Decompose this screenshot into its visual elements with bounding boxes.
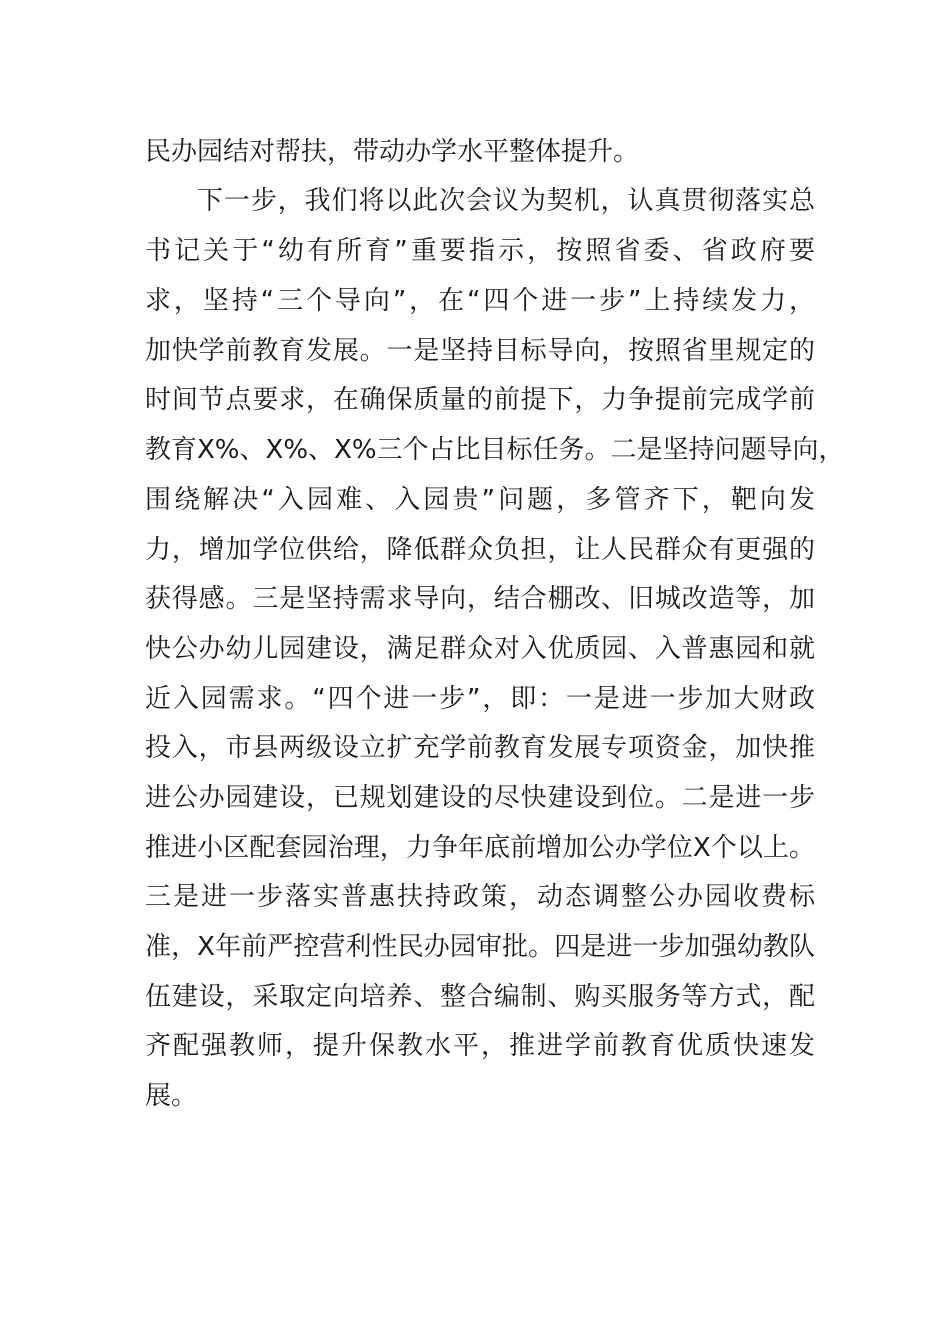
text-line: 快公办幼儿园建设，满足群众对入优质园、入普惠园和就: [145, 634, 815, 664]
text-line: 时间节点要求，在确保质量的前提下，力争提前完成学前: [145, 385, 815, 415]
text-line: 求，坚持“三个导向”，在“四个进一步”上持续发力，: [145, 286, 815, 316]
text-line: 获得感。三是坚持需求导向，结合棚改、旧城改造等，加: [145, 584, 815, 614]
text-line: 展。: [145, 1081, 198, 1111]
text-line: 加快学前教育发展。一是坚持目标导向，按照省里规定的: [145, 336, 815, 366]
text-line: 教育X%、X%、X%三个占比目标任务。二是坚持问题导向，: [145, 435, 845, 465]
text-line: 推进小区配套园治理，力争年底前增加公办学位X个以上。: [145, 833, 815, 863]
text-line: 齐配强教师，提升保教水平，推进学前教育优质快速发: [145, 1031, 815, 1061]
paragraph-first-line: 下一步，我们将以此次会议为契机，认真贯彻落实总: [197, 186, 815, 216]
text-line: 准，X年前严控营利性民办园审批。四是进一步加强幼教队: [145, 932, 815, 962]
text-line: 进公办园建设，已规划建设的尽快建设到位。二是进一步: [145, 783, 815, 813]
text-line: 民办园结对帮扶，带动办学水平整体提升。: [145, 137, 640, 167]
text-line: 投入，市县两级设立扩充学前教育发展专项资金，加快推: [145, 733, 815, 763]
text-line: 伍建设，采取定向培养、整合编制、购买服务等方式，配: [145, 982, 815, 1012]
text-line: 三是进一步落实普惠扶持政策，动态调整公办园收费标: [145, 882, 815, 912]
text-line: 书记关于“幼有所育”重要指示，按照省委、省政府要: [145, 236, 815, 266]
text-line: 围绕解决“入园难、入园贵”问题，多管齐下，靶向发: [145, 485, 815, 515]
text-line: 近入园需求。“四个进一步”，即：一是进一步加大财政: [145, 684, 815, 714]
text-line: 力，增加学位供给，降低群众负担，让人民群众有更强的: [145, 535, 815, 565]
